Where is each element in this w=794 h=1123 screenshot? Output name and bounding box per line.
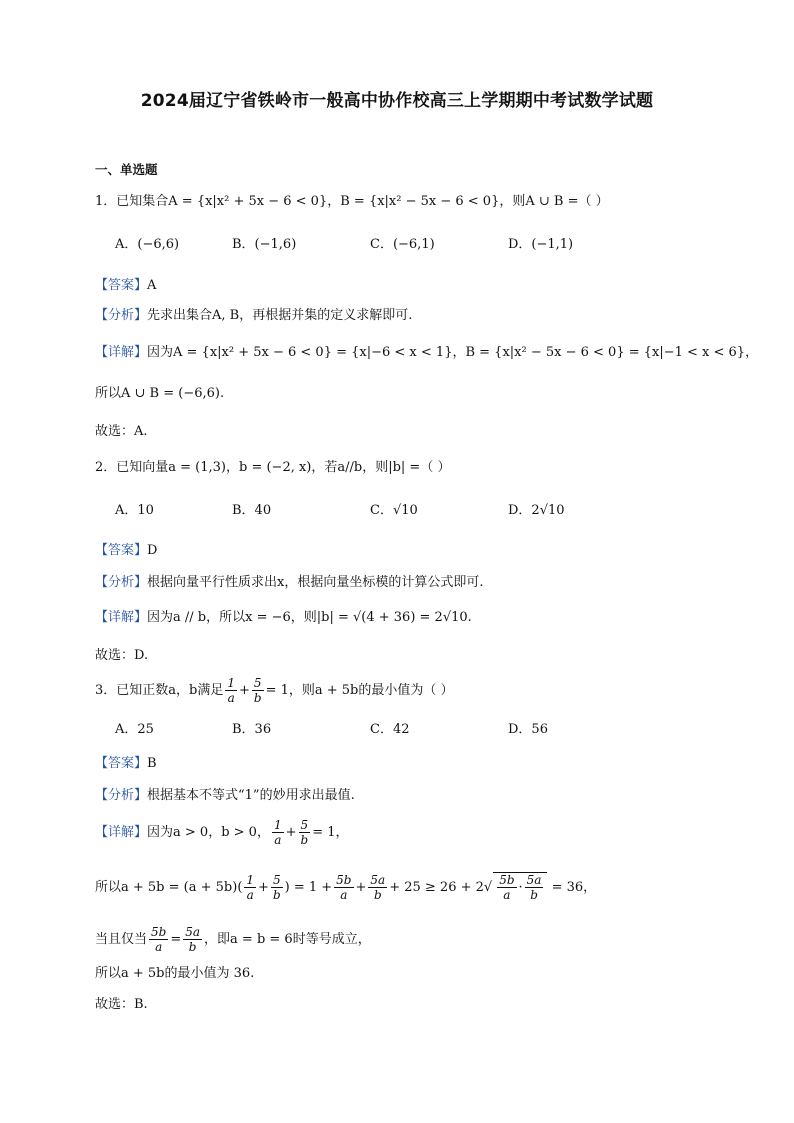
fraction-5-over-b [271,873,283,902]
q3-equality-condition: 当且仅当 $\frac{5b}{a}$ = $\frac{5a}{b}$ ，即a = b = 6时等号成立， [95,925,371,954]
frac-den: a [274,833,282,847]
q2-analysis-text: 根据向量平行性质求出x，根据向量坐标模的计算公式即可. [147,575,484,590]
q2-option-d[interactable]: D．2√10 [508,503,565,518]
q3-stem-tail: = 1，则a + 5b的最小值为（ ） [265,683,454,698]
analysis-tag: 【分析】 [95,308,148,323]
q3-analysis [95,786,355,806]
frac-num: 5a [526,873,542,887]
fraction-5b-over-a [149,925,168,954]
frac-num: 5 [252,676,264,691]
q1-option-b[interactable]: B．(−1,6) [232,237,297,252]
q3-derivation-post: = 36， [551,880,597,895]
frac-num: 5 [299,818,311,833]
q3-answer-value: B [147,756,157,771]
fraction-5-over-b [299,818,311,847]
frac-den: a [155,940,163,954]
fraction-1-over-a [272,818,284,847]
q1-detail-line2: 所以A ∪ B = (−6,6). [95,386,225,401]
q3-conclusion: 故选：B. [95,997,148,1012]
q1-detail-text: 因为A = {x|x² + 5x − 6 < 0} = {x|−6 < x < 1}，B = {x|x² − 5x − 6 < 0} = {x|−1 < x < 6}， [147,345,759,360]
frac-den: b [188,940,197,954]
q3-result: 所以a + 5b的最小值为 36. [95,966,255,981]
q1-answer-value: A [147,278,157,293]
q3-stem-text: 3．已知正数a，b满足 [95,683,224,698]
fraction-5a-over-b [368,873,387,902]
frac-den: b [253,691,262,705]
frac-num: 5b [499,873,515,887]
q1-detail [95,343,758,363]
q2-option-a[interactable]: A．10 [115,503,154,518]
q3-equality-pre: 当且仅当 [95,932,148,947]
q1-option-a[interactable]: A．(−6,6) [115,237,180,252]
q2-analysis [95,573,483,593]
q3-option-d[interactable]: D．56 [508,722,548,737]
frac-den: a [503,888,511,902]
q3-equality-post: ，即a = b = 6时等号成立， [204,932,371,947]
q1-option-c[interactable]: C．(−6,1) [370,237,435,252]
analysis-tag: 【分析】 [95,788,148,803]
frac-num: 5a [370,873,386,887]
page-title: 2024届辽宁省铁岭市一般高中协作校高三上学期期中考试数学试题 [140,91,654,111]
q2-option-b[interactable]: B．40 [232,503,272,518]
fraction-5b-over-a [334,873,353,902]
q3-answer [95,754,157,774]
q3-option-c[interactable]: C．42 [370,722,410,737]
q1-stem: 1．已知集合A = {x|x² + 5x − 6 < 0}，B = {x|x² − 5x − 6 < 0}，则A ∪ B =（ ） [95,194,609,209]
frac-den: b [272,888,281,902]
frac-den: a [227,691,235,705]
frac-num: 5b [151,925,167,939]
q2-detail-text: 因为a // b，所以x = −6，则|b| = √(4 + 36) = 2√10. [147,610,472,625]
analysis-tag: 【分析】 [95,575,148,590]
frac-den: a [246,888,254,902]
q1-conclusion: 故选：A. [95,424,148,439]
answer-tag: 【答案】 [95,543,148,558]
detail-tag: 【详解】 [95,825,148,840]
q1-analysis-text: 先求出集合A, B，再根据并集的定义求解即可. [147,308,413,323]
q3-detail-tail: = 1， [312,825,349,840]
frac-num: 1 [246,873,255,887]
answer-tag: 【答案】 [95,278,148,293]
frac-num: 1 [227,676,235,690]
section-heading: 一、单选题 [95,162,158,177]
q1-analysis [95,306,412,326]
frac-num: 5 [271,873,283,888]
fraction-5a-over-b [525,873,544,902]
fraction-5-over-b [252,676,264,705]
q2-conclusion: 故选：D. [95,648,149,663]
q3-analysis-text: 根据基本不等式“1”的妙用求出最值. [147,788,355,803]
frac-den: a [340,888,348,902]
frac-den: b [300,833,309,847]
frac-num: 5b [336,873,352,887]
q1-answer [95,276,156,296]
sqrt-icon: √ [483,880,493,895]
q3-derivation-mid2: + 25 ≥ 26 + 2 [389,880,484,895]
q3-option-a[interactable]: A．25 [115,722,154,737]
fraction-5a-over-b [183,925,202,954]
q2-option-c[interactable]: C．√10 [370,503,418,518]
q3-detail: 【详解】因为a > 0，b > 0， $\frac{1}{a}$ + $\frac{5}{b}$ = 1， [95,818,349,847]
frac-den: b [530,888,538,902]
frac-den: b [373,888,382,902]
frac-num: 5a [185,925,201,939]
fraction-5b-over-a [497,873,516,902]
q3-derivation-mid: = 1 + [293,880,333,895]
answer-tag: 【答案】 [95,756,148,771]
detail-tag: 【详解】 [95,345,148,360]
fraction-1-over-a [225,676,237,705]
q2-answer [95,541,157,561]
q3-derivation: 所以a + 5b = (a + 5b)( $\frac{1}{a}$ + $\frac{5}{b}$ ) = 1 + $\frac{5b}{a}$ + $\frac{5a}{b}$ + 25 ≥ 26 + 2√ $\frac{5b}{a}$ · $\frac{5a}{b}$ = 36， [95,873,597,902]
q2-stem: 2．已知向量a = (1,3)，b = (−2, x)，若a//b，则|b| =（ ） [95,460,451,475]
detail-tag: 【详解】 [95,610,148,625]
q1-option-d[interactable]: D．(−1,1) [508,237,574,252]
q3-detail-text: 因为a > 0，b > 0， [147,825,270,840]
frac-num: 1 [273,818,282,832]
q3-derivation-pre: 所以a + 5b = (a + 5b) [95,880,238,895]
sqrt-radicand: $\frac{5b}{a}$ · $\frac{5a}{b}$ [493,872,547,902]
fraction-1-over-a [244,873,256,902]
q3-stem: 3．已知正数a，b满足 $\frac{1}{a}$ + $\frac{5}{b}$ = 1，则a + 5b的最小值为（ ） [95,676,454,705]
q3-option-b[interactable]: B．36 [232,722,272,737]
q2-detail [95,608,472,628]
q2-answer-value: D [147,543,158,558]
